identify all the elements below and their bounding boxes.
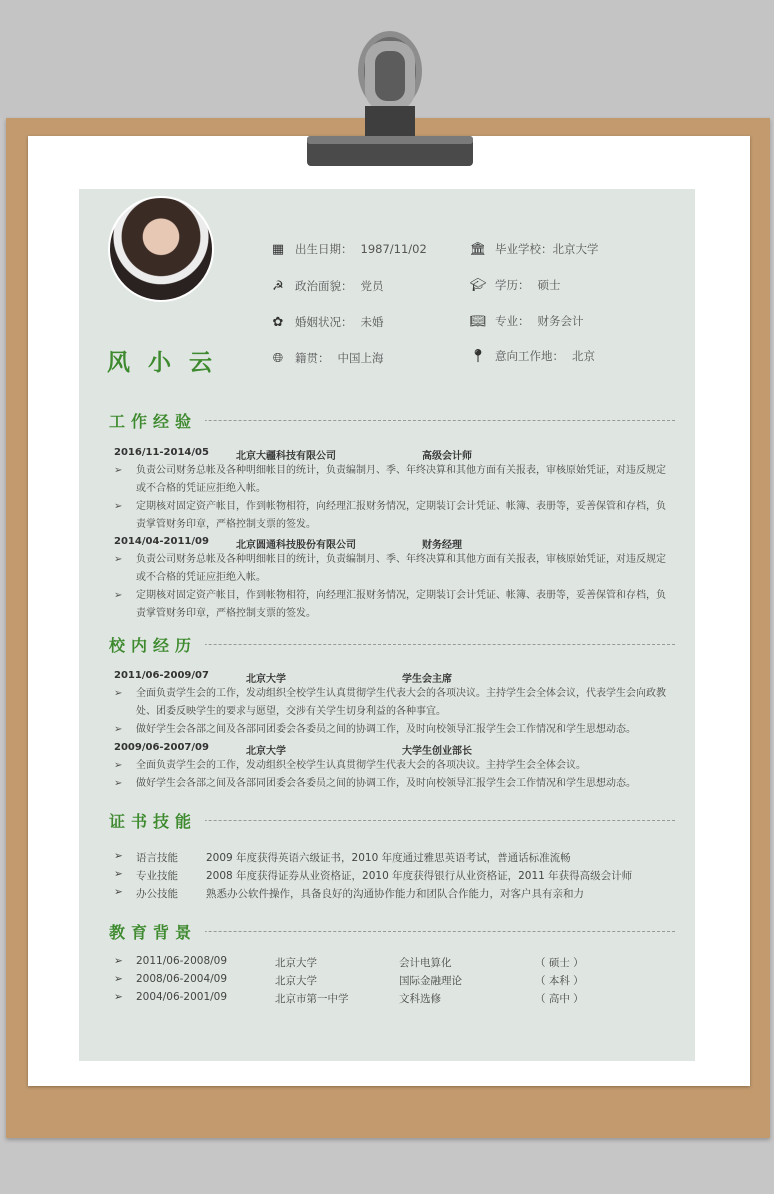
calendar-icon: ▦: [271, 242, 285, 257]
list-item: ➢: [114, 991, 123, 1003]
list-item: ➢ 定期核对固定资产帐目，作到帐物相符，向经理汇报财务情况，定期装订会计凭证、帐簿、表册等，妥善保管和存档，负责掌管财务印章，严格控制支票的签发。: [114, 590, 666, 619]
edu-school: 北京大学: [275, 975, 317, 987]
campus-org: 北京大学: [246, 674, 286, 685]
work-period: 2016/11-2014/05: [114, 447, 209, 458]
list-item: ➢ 做好学生会各部之间及各部同团委会各委员之间的协调工作，及时向校领导汇报学生会工作情况和学生思想动态。: [114, 778, 636, 789]
info-school: 🏛︎ 毕业学校：北京大学: [469, 242, 599, 257]
section-skills-title: 证书技能: [109, 809, 675, 831]
edu-degree: （ 本科 ）: [535, 975, 584, 987]
section-education-title: 教育背景: [109, 920, 675, 942]
campus-org: 北京大学: [246, 746, 286, 757]
edu-period: 2008/06-2004/09: [136, 973, 228, 985]
person-name: 风小云: [107, 350, 230, 376]
list-item: ➢ 做好学生会各部之间及各部同团委会各委员之间的协调工作，及时向校领导汇报学生会工作情况和学生思想动态。: [114, 724, 636, 735]
edu-school: 北京市第一中学: [275, 993, 349, 1005]
info-work-location: 📍︎ 意向工作地： 北京: [469, 349, 595, 364]
edu-major: 文科选修: [399, 993, 441, 1005]
book-icon: 📖︎: [469, 314, 487, 329]
info-political: ☭ 政治面貌： 党员: [269, 278, 384, 294]
campus-period: 2011/06-2009/07: [114, 670, 209, 681]
work-org: 北京大疆科技有限公司: [236, 451, 336, 462]
list-item: ➢ 全面负责学生会的工作，发动组织全校学生认真贯彻学生代表大会的各项决议。主持学生会全体会议，代表学生会向政教处、团委反映学生的要求与愿望，交涉有关学生切身利益的各种事宜。: [114, 688, 666, 717]
work-org: 北京圆通科技股份有限公司: [236, 540, 356, 551]
school-icon: 🏛︎: [469, 242, 487, 257]
skill-desc: 2009 年度获得英语六级证书，2010 年度通过雅思英语考试，普通话标准流畅: [206, 852, 571, 864]
edu-degree: （ 硕士 ）: [535, 957, 584, 969]
skill-desc: 熟悉办公软件操作，具备良好的沟通协作能力和团队合作能力，对客户具有亲和力: [206, 888, 584, 900]
info-major: 📖︎ 专业： 财务会计: [469, 314, 584, 329]
info-degree: 🎓︎ 学历： 硕士: [469, 278, 561, 293]
skill-desc: 2008 年度获得证券从业资格证，2010 年度获得银行从业资格证，2011 年获得高级会计师: [206, 870, 633, 882]
skill-name: 办公技能: [136, 888, 178, 900]
flower-icon: ✿: [272, 315, 284, 330]
work-role: 财务经理: [422, 540, 462, 551]
edu-major: 国际金融理论: [399, 975, 462, 987]
edu-period: 2011/06-2008/09: [136, 955, 228, 967]
cap-icon: 🎓︎: [469, 278, 487, 293]
resume-card: [79, 189, 695, 1061]
skill-name: 专业技能: [136, 870, 178, 882]
list-item: ➢: [114, 955, 123, 967]
info-hometown: 🌐︎ 籍贯： 中国上海: [269, 350, 384, 366]
globe-pin-icon: 🌐︎: [272, 351, 284, 366]
location-icon: 📍︎: [469, 349, 487, 364]
avatar: [108, 196, 214, 302]
list-item: ➢: [114, 973, 123, 985]
edu-period: 2004/06-2001/09: [136, 991, 228, 1003]
skill-name: 语言技能: [136, 852, 178, 864]
campus-role: 大学生创业部长: [402, 746, 472, 757]
list-item: ➢ 全面负责学生会的工作，发动组织全校学生认真贯彻学生代表大会的各项决议。主持学生会全体会议。: [114, 760, 586, 771]
work-period: 2014/04-2011/09: [114, 536, 209, 547]
section-work-title: 工作经验: [109, 409, 675, 431]
list-item: ➢ 负责公司财务总帐及各种明细帐目的统计，负责编制月、季、年终决算和其他方面有关报表，审核原始凭证，对违反规定或不合格的凭证应拒绝入帐。: [114, 554, 666, 583]
list-item: ➢ 定期核对固定资产帐目，作到帐物相符，向经理汇报财务情况，定期装订会计凭证、帐簿、表册等，妥善保管和存档，负责掌管财务印章，严格控制支票的签发。: [114, 501, 666, 530]
edu-school: 北京大学: [275, 957, 317, 969]
work-role: 高级会计师: [422, 451, 472, 462]
edu-major: 会计电算化: [399, 957, 452, 969]
list-item: ➢: [114, 868, 123, 880]
list-item: ➢: [114, 850, 123, 862]
campus-role: 学生会主席: [402, 674, 452, 685]
info-marital: ✿ 婚姻状况： 未婚: [269, 314, 384, 330]
info-birthdate: ▦ 出生日期： 1987/11/02: [269, 241, 427, 257]
edu-degree: （ 高中 ）: [535, 993, 584, 1005]
list-item: ➢: [114, 886, 123, 898]
party-icon: ☭: [272, 279, 284, 294]
section-campus-title: 校内经历: [109, 633, 675, 655]
binder-clip-icon: [305, 26, 475, 176]
list-item: ➢ 负责公司财务总帐及各种明细帐目的统计，负责编制月、季、年终决算和其他方面有关报表，审核原始凭证，对违反规定或不合格的凭证应拒绝入帐。: [114, 465, 666, 494]
campus-period: 2009/06-2007/09: [114, 742, 209, 753]
